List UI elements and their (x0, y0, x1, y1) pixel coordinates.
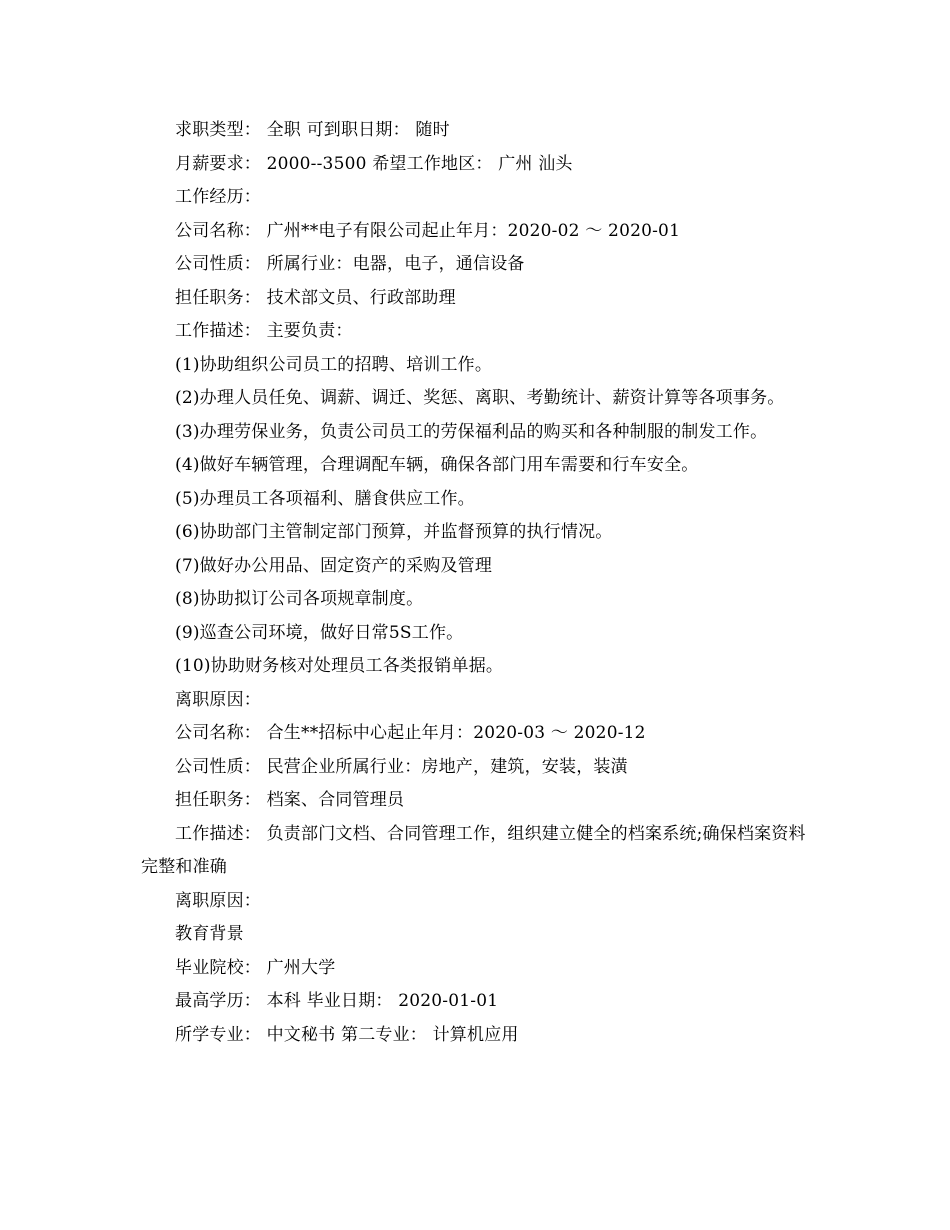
school-line: 毕业院校： 广州大学 (175, 957, 336, 978)
duty-item-9: (9)巡查公司环境，做好日常5S工作。 (175, 622, 464, 643)
work-experience-heading: 工作经历： (175, 187, 261, 207)
company-2-name-line: 公司名称： 合生**招标中心起止年月：2020-03 ～ 2020-12 (175, 723, 646, 743)
degree-line: 最高学历： 本科 毕业日期： 2020-01-01 (175, 991, 499, 1011)
duty-item-2: (2)办理人员任免、调薪、调迁、奖惩、离职、考勤统计、薪资计算等各项事务。 (175, 388, 785, 408)
duty-item-4: (4)做好车辆管理，合理调配车辆，确保各部门用车需要和行车安全。 (175, 455, 699, 475)
major-line: 所学专业： 中文秘书 第二专业： 计算机应用 (175, 1024, 519, 1045)
company-2-nature-line: 公司性质： 民营企业所属行业：房地产，建筑，安装，装潢 (175, 756, 628, 777)
duty-item-7: (7)做好办公用品、固定资产的采购及管理 (175, 555, 493, 576)
job-type-line: 求职类型： 全职 可到职日期： 随时 (175, 120, 450, 140)
duty-item-8: (8)协助拟订公司各项规章制度。 (175, 589, 424, 609)
company-2-description-line: 工作描述： 负责部门文档、合同管理工作，组织建立健全的档案系统;确保档案资料完整和准确 (141, 823, 806, 877)
education-heading: 教育背景 (175, 924, 244, 944)
document-page (141, 114, 816, 1052)
company-1-nature-line: 公司性质： 所属行业：电器，电子，通信设备 (175, 254, 525, 274)
company-1-leave-reason-line: 离职原因： (175, 689, 261, 710)
duty-item-6: (6)协助部门主管制定部门预算，并监督预算的执行情况。 (175, 522, 613, 542)
salary-line: 月薪要求： 2000--3500 希望工作地区： 广州 汕头 (175, 153, 573, 174)
company-1-description-line: 工作描述： 主要负责： (175, 321, 353, 341)
duty-item-3: (3)办理劳保业务，负责公司员工的劳保福利品的购买和各种制服的制发工作。 (175, 421, 768, 442)
company-2-leave-reason-line: 离职原因： (175, 890, 261, 911)
company-1-position-line: 担任职务： 技术部文员、行政部助理 (175, 287, 456, 308)
duty-item-5: (5)办理员工各项福利、膳食供应工作。 (175, 488, 475, 509)
duty-item-10: (10)协助财务核对处理员工各类报销单据。 (175, 656, 504, 676)
duty-item-1: (1)协助组织公司员工的招聘、培训工作。 (175, 354, 493, 375)
company-1-name-line: 公司名称： 广州**电子有限公司起止年月：2020-02 ～ 2020-01 (175, 220, 681, 241)
company-2-position-line: 担任职务： 档案、合同管理员 (175, 790, 405, 810)
